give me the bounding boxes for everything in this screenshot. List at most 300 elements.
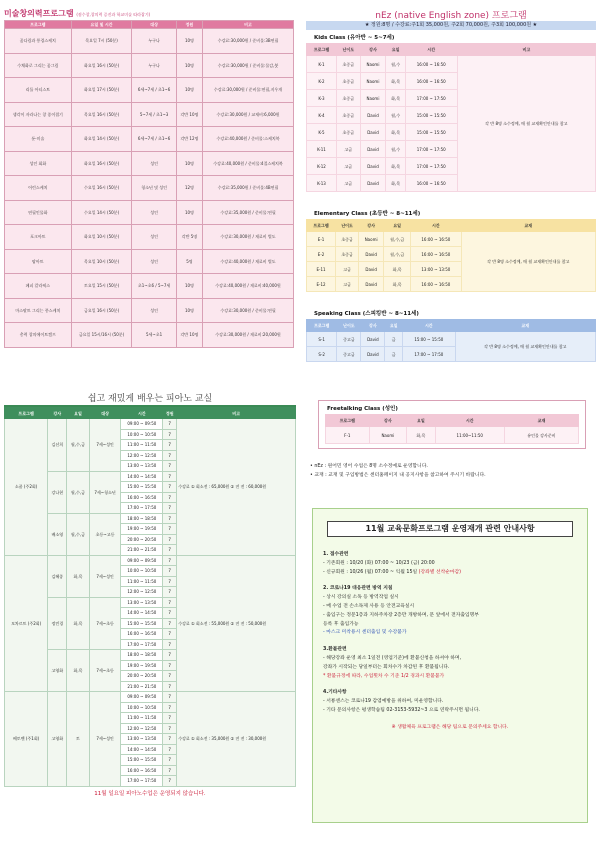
nez-section: [306, 8, 596, 30]
notice-s3: 3.환불관련: [323, 647, 347, 653]
note-textbook: • 교재 : 교재 및 구입방법은 센터홈페이지 내 공지사항을 참고하여 주시기 바랍니다.: [310, 473, 486, 478]
notice-title: 11월 교육문화프로그램 운영재개 관련 안내사항: [327, 521, 573, 537]
table-cell: 중고급: [337, 347, 361, 362]
table-cell: 6세~7세 / 초1~6: [132, 78, 176, 103]
table-row: [5, 53, 294, 78]
table-note: 각 반 8명 소수정예, 매 월 교재확인안내를 참고: [457, 56, 595, 192]
table-cell: 성인: [132, 151, 176, 176]
capacity-cell: 7: [163, 765, 177, 776]
table-cell: 17:00 ~ 17:50: [405, 141, 457, 158]
fee-note: 수강료 ① 회소전 : 65,000원 ② 전 전 : 60,000원: [177, 419, 296, 556]
capacity-cell: 7: [163, 671, 177, 682]
elementary-title: Elementary Class (초등반 ~ 8~11세): [314, 211, 421, 217]
table-cell: David: [360, 141, 386, 158]
column-header: 시간: [411, 220, 461, 232]
notice-s2d: 등록 후 출입가능: [323, 621, 359, 627]
table-cell: 금: [385, 332, 403, 347]
time-cell: 15:00 ~ 15:50: [121, 482, 163, 493]
table-cell: 고급: [336, 277, 359, 292]
notice-s4c: ※ 생활체육 프로그램은 해당 팀으로 문의주세요 합니다.: [391, 724, 509, 730]
table-cell: David: [361, 332, 385, 347]
table-cell: 토요일 15시 (50분): [71, 274, 132, 299]
notice-s2: 2. 코로나19 대응관련 방역 지침: [323, 586, 393, 592]
table-cell: 유인물 강사준비: [504, 427, 578, 444]
column-header: 요일: [386, 44, 405, 56]
column-header: 난이도: [336, 220, 359, 232]
table-row: [5, 419, 296, 430]
elementary-class: [306, 210, 596, 292]
table-cell: 화,목: [386, 158, 405, 175]
days-cell: 토: [67, 692, 89, 787]
table-cell: 누구나: [132, 29, 176, 54]
capacity-cell: 7: [163, 440, 177, 451]
table-note: 각 반 8명 소수정예, 매 월 교재확인안내를 참고: [455, 332, 595, 362]
table-row: [307, 332, 596, 347]
art-program-section: [4, 8, 294, 348]
column-header: 프로그램: [5, 408, 48, 419]
table-cell: F-1: [326, 427, 370, 444]
table-cell: 수강료:30,000원 / 준비물:연필: [203, 298, 294, 323]
notice-s4: 4.기타사항: [323, 690, 347, 696]
table-cell: 수요일 16시 (50분): [71, 176, 132, 201]
piano-section: [4, 392, 296, 797]
table-cell: 초1~초6 / 5~7세: [132, 274, 176, 299]
table-cell: 화,목: [386, 175, 405, 192]
column-header: 요일: [407, 415, 435, 427]
table-cell: 리틀 아티스트: [5, 78, 72, 103]
teacher-cell: 고영화: [48, 650, 67, 692]
time-cell: 16:00 ~ 16:50: [121, 492, 163, 503]
table-cell: 수강료:30,000원 / 준비물:물감,붓: [203, 53, 294, 78]
notice-s3b: 강좌가 시작되는 당일부터는 회차수가 차감된 후 환불됩니다.: [323, 664, 450, 670]
nez-price: ★ 정원:8명 / 수강료:주1회 35,000원, 주2회 70,000원, 주3회 100,000원 ★: [306, 21, 596, 30]
notice-s2b: - 매 수업 전 손소독제 사용 등 안전교육실시: [323, 603, 415, 609]
kids-title: Kids Class (유아반 ~ 5~7세): [314, 35, 395, 41]
table-cell: 17:00 ~ 17:50: [405, 158, 457, 175]
table-row: [5, 692, 296, 703]
table-cell: 각반 10명: [176, 102, 202, 127]
table-cell: 금: [385, 347, 403, 362]
program-cell: 베토벤 (주1회): [5, 692, 48, 787]
table-cell: David: [360, 175, 386, 192]
table-cell: Naomi: [360, 56, 386, 73]
capacity-cell: 7: [163, 587, 177, 598]
column-header: 프로그램: [5, 21, 72, 29]
table-cell: 초중급: [336, 73, 360, 90]
table-cell: David: [361, 347, 385, 362]
column-header: 비고: [203, 21, 294, 29]
table-cell: K-11: [307, 141, 337, 158]
table-cell: E-1: [307, 232, 336, 247]
table-cell: David: [359, 262, 384, 277]
table-cell: 화,목: [386, 124, 405, 141]
table-cell: 월,수,금: [384, 232, 411, 247]
capacity-cell: 7: [163, 713, 177, 724]
table-row: [5, 225, 294, 250]
table-cell: 성인: [132, 249, 176, 274]
capacity-cell: 7: [163, 639, 177, 650]
table-cell: 각반 5명: [176, 225, 202, 250]
capacity-cell: 7: [163, 692, 177, 703]
time-cell: 11:00 ~ 11:50: [121, 713, 163, 724]
table-cell: 수강료:30,000원 / 재료비 별도: [203, 225, 294, 250]
table-row: [5, 127, 294, 152]
capacity-cell: 7: [163, 461, 177, 472]
table-cell: 성인: [132, 225, 176, 250]
table-cell: S-2: [307, 347, 337, 362]
table-row: [5, 200, 294, 225]
table-cell: 고급: [336, 141, 360, 158]
art-table: [4, 20, 294, 348]
table-cell: 고급: [336, 158, 360, 175]
table-row: [5, 323, 294, 348]
days-cell: 화,목: [67, 650, 89, 692]
notice-box: [312, 508, 588, 823]
table-cell: 성인: [132, 298, 176, 323]
table-cell: 꿈다림과 풍경스케치: [5, 29, 72, 54]
table-cell: 수강료:40,000원 / 재료비 별도: [203, 249, 294, 274]
column-header: 난이도: [337, 320, 361, 332]
target-cell: 7세~초등: [89, 597, 121, 650]
column-header: 강사: [360, 44, 386, 56]
time-cell: 09:00 ~ 09:50: [121, 555, 163, 566]
time-cell: 10:00 ~ 10:50: [121, 702, 163, 713]
table-cell: 화요일 14시 (50분): [71, 127, 132, 152]
time-cell: 15:00 ~ 15:50: [121, 618, 163, 629]
table-row: [307, 232, 596, 247]
table-cell: David: [360, 107, 386, 124]
table-row: [5, 29, 294, 54]
time-cell: 12:00 ~ 12:50: [121, 723, 163, 734]
capacity-cell: 7: [163, 597, 177, 608]
nez-notes: [310, 462, 595, 480]
notice-s1: 1. 접수관련: [323, 552, 349, 557]
column-header: 프로그램: [307, 220, 336, 232]
table-cell: 5세~초1: [132, 323, 176, 348]
table-cell: 10명: [176, 274, 202, 299]
table-cell: 마스팔트 그리는 풍스케치: [5, 298, 72, 323]
column-header: 강사: [359, 220, 384, 232]
time-cell: 17:00 ~ 17:50: [121, 503, 163, 514]
column-header: 비고: [177, 408, 296, 419]
column-header: 강사: [369, 415, 407, 427]
capacity-cell: 7: [163, 429, 177, 440]
table-cell: 생각이 자라나는 창 종이접기: [5, 102, 72, 127]
column-header: 교재: [504, 415, 578, 427]
table-cell: David: [360, 124, 386, 141]
table-cell: 각반 12명: [176, 127, 202, 152]
table-cell: David: [360, 158, 386, 175]
table-cell: Naomi: [369, 427, 407, 444]
freetalking-box: [318, 400, 586, 449]
table-cell: K-13: [307, 175, 337, 192]
table-cell: 수강료:35,000원 / 준비물:연필: [203, 200, 294, 225]
target-cell: 초등~고등: [89, 513, 121, 555]
table-cell: 초중급: [336, 247, 359, 262]
table-cell: K-5: [307, 124, 337, 141]
column-header: 요일 및 시간: [71, 21, 132, 29]
time-cell: 20:00 ~ 20:50: [121, 671, 163, 682]
notice-s3c: * 환불규정에 따라, 수업횟차 수 기준 1/2 경과시 환불불가: [323, 673, 445, 679]
table-cell: 초중급: [336, 107, 360, 124]
capacity-cell: 7: [163, 618, 177, 629]
table-cell: 화요일 17시 (50분): [71, 78, 132, 103]
fee-note: 수강료 ① 회소전 : 55,000원 ② 전 전 : 50,000원: [177, 555, 296, 692]
table-row: [5, 274, 294, 299]
table-cell: 연필인물화: [5, 200, 72, 225]
column-header: 프로그램: [326, 415, 370, 427]
table-cell: 16:00 ~ 16:50: [411, 277, 461, 292]
table-cell: 10명: [176, 151, 202, 176]
column-header: 대상: [132, 21, 176, 29]
time-cell: 13:00 ~ 13:50: [121, 734, 163, 745]
time-cell: 18:00 ~ 18:50: [121, 513, 163, 524]
time-cell: 12:00 ~ 12:50: [121, 450, 163, 461]
notice-s1b: - 신규회원 : 10/26 (월) 07:00 ~ 익월 15일 (강좌별 선착순마감): [323, 569, 462, 575]
speaking-title: Speaking Class (스피킹반 ~ 8~11세): [314, 311, 419, 317]
teacher-cell: 정민경: [48, 597, 67, 650]
capacity-cell: 7: [163, 482, 177, 493]
table-row: [307, 56, 596, 73]
teacher-cell: 김혜종: [48, 555, 67, 597]
time-cell: 11:00 ~ 11:50: [121, 440, 163, 451]
table-cell: 포크아트: [5, 225, 72, 250]
time-cell: 20:00 ~ 20:50: [121, 534, 163, 545]
table-row: [5, 78, 294, 103]
piano-footer: 11월 일요일 피아노수업은 운영되지 않습니다.: [94, 790, 206, 797]
capacity-cell: 7: [163, 702, 177, 713]
table-row: [326, 427, 579, 444]
table-cell: E-12: [307, 277, 336, 292]
table-cell: 5명: [176, 249, 202, 274]
capacity-cell: 7: [163, 776, 177, 787]
table-cell: 17:00 ~ 17:50: [405, 90, 457, 107]
table-cell: 16:00 ~ 16:50: [405, 175, 457, 192]
piano-title: 쉽고 재밌게 배우는 피아노 교실: [4, 392, 296, 407]
table-cell: 목요일 10시 (50분): [71, 249, 132, 274]
time-cell: 18:00 ~ 18:50: [121, 650, 163, 661]
table-cell: 수요일 14시 (50분): [71, 200, 132, 225]
teacher-cell: 강나현: [48, 471, 67, 513]
capacity-cell: 7: [163, 576, 177, 587]
table-cell: 6세~7세 / 초1~6: [132, 127, 176, 152]
table-cell: 15:00 ~ 15:50: [405, 107, 457, 124]
time-cell: 17:00 ~ 17:50: [121, 639, 163, 650]
table-cell: Naomi: [359, 232, 384, 247]
days-cell: 월,수,금: [67, 419, 89, 472]
table-cell: 16:00 ~ 16:50: [405, 56, 457, 73]
column-header: 난이도: [336, 44, 360, 56]
art-title: 미술창의력프로그램 (점수창,창의력 증진과 학교미술 따라잡기): [4, 9, 151, 18]
time-cell: 17:00 ~ 17:50: [121, 776, 163, 787]
table-cell: 수강료:35,000원 / 준비물:4B연필: [203, 176, 294, 201]
table-cell: 5~7세 / 초1~3: [132, 102, 176, 127]
table-cell: 15:00 ~ 15:50: [405, 124, 457, 141]
table-cell: 성인 회화: [5, 151, 72, 176]
time-cell: 12:00 ~ 12:50: [121, 587, 163, 598]
table-cell: 각반 10명: [176, 323, 202, 348]
time-cell: 21:00 ~ 21:50: [121, 545, 163, 556]
table-cell: 수강료:40,000원 / 준비물:4절스케치북: [203, 151, 294, 176]
program-cell: 모차르트 (주2회): [5, 555, 48, 692]
teacher-cell: 고영화: [48, 692, 67, 787]
column-header: 강사: [48, 408, 67, 419]
table-cell: 성인: [132, 200, 176, 225]
column-header: 시간: [435, 415, 504, 427]
capacity-cell: 7: [163, 545, 177, 556]
table-cell: 월,수: [386, 141, 405, 158]
time-cell: 16:00 ~ 16:50: [121, 629, 163, 640]
column-header: 정원: [176, 21, 202, 29]
table-cell: Naomi: [360, 90, 386, 107]
table-cell: 화요일 16시 (50분): [71, 53, 132, 78]
freetalking-title: Freetalking Class (성인): [327, 406, 398, 412]
table-cell: 10명: [176, 200, 202, 225]
time-cell: 10:00 ~ 10:50: [121, 429, 163, 440]
column-header: 시간: [403, 320, 456, 332]
capacity-cell: 7: [163, 503, 177, 514]
table-cell: 월,수,금: [384, 247, 411, 262]
table-cell: 17:00 ~ 17:50: [403, 347, 456, 362]
table-cell: 고급: [336, 262, 359, 277]
speaking-class: [306, 310, 596, 362]
table-row: [5, 249, 294, 274]
capacity-cell: 7: [163, 566, 177, 577]
table-cell: 화요일 10시 (50분): [71, 225, 132, 250]
time-cell: 14:00 ~ 14:50: [121, 608, 163, 619]
table-cell: 16:00 ~ 16:50: [405, 73, 457, 90]
table-row: [5, 102, 294, 127]
target-cell: 7세~성인: [89, 692, 121, 787]
column-header: 요일: [67, 408, 89, 419]
table-cell: 고급: [336, 175, 360, 192]
table-cell: 누구나: [132, 53, 176, 78]
column-header: 프로그램: [307, 320, 337, 332]
days-cell: 화,목: [67, 555, 89, 597]
table-cell: 화요일 16시 (50분): [71, 151, 132, 176]
capacity-cell: 7: [163, 471, 177, 482]
table-cell: 화,목: [384, 262, 411, 277]
time-cell: 13:00 ~ 13:50: [121, 461, 163, 472]
capacity-cell: 7: [163, 650, 177, 661]
capacity-cell: 7: [163, 744, 177, 755]
table-row: [5, 176, 294, 201]
table-cell: 월,수: [386, 56, 405, 73]
capacity-cell: 7: [163, 513, 177, 524]
time-cell: 10:00 ~ 10:50: [121, 566, 163, 577]
capacity-cell: 7: [163, 534, 177, 545]
column-header: 요일: [384, 220, 411, 232]
table-cell: 16:00 ~ 16:50: [411, 247, 461, 262]
time-cell: 09:00 ~ 09:50: [121, 692, 163, 703]
notice-s1a: - 기존회원 : 10/20 (화) 07:00 ~ 10/23 (금) 20:00: [323, 560, 435, 566]
table-cell: 수강료:30,000원 / 재료비:20,000원: [203, 323, 294, 348]
column-header: 강사: [361, 320, 385, 332]
table-cell: 수강료:30,000원 / 준비물:연필,지우개: [203, 78, 294, 103]
table-cell: 월,수: [386, 107, 405, 124]
table-cell: 10명: [176, 53, 202, 78]
fee-note: 수강료 ① 회소전 : 35,000원 ② 전 전 : 30,000원: [177, 692, 296, 787]
kids-class: [306, 34, 596, 192]
table-cell: E-2: [307, 247, 336, 262]
time-cell: 19:00 ~ 19:50: [121, 660, 163, 671]
table-cell: K-2: [307, 73, 337, 90]
table-cell: 초중급: [336, 232, 359, 247]
table-cell: 청소년 및 성인: [132, 176, 176, 201]
time-cell: 14:00 ~ 14:50: [121, 744, 163, 755]
notice-s3a: - 해당강좌 운영 최소 1일전 (영업기준)에 환불신청을 하셔야 하며,: [323, 655, 462, 661]
table-cell: 수채화로 그리는 꿈그림: [5, 53, 72, 78]
table-cell: S-1: [307, 332, 337, 347]
time-cell: 15:00 ~ 15:50: [121, 755, 163, 766]
time-cell: 09:00 ~ 09:50: [121, 419, 163, 430]
table-cell: 13:00 ~ 13:50: [411, 262, 461, 277]
time-cell: 11:00 ~ 11:50: [121, 576, 163, 587]
teacher-cell: 배소영: [48, 513, 67, 555]
table-note: 각 반 8명 소수정예, 매 월 교재확인안내를 참고: [461, 232, 595, 292]
target-cell: 7세~초등: [89, 650, 121, 692]
column-header: 시간: [121, 408, 163, 419]
capacity-cell: 7: [163, 555, 177, 566]
table-cell: 11:00~11:50: [435, 427, 504, 444]
capacity-cell: 7: [163, 755, 177, 766]
column-header: 교재: [461, 220, 595, 232]
teacher-cell: 김선희: [48, 419, 67, 472]
column-header: 프로그램: [307, 44, 337, 56]
column-header: 시간: [405, 44, 457, 56]
capacity-cell: 7: [163, 734, 177, 745]
time-cell: 14:00 ~ 14:50: [121, 471, 163, 482]
table-row: [5, 151, 294, 176]
note-nez: • nEz : 원어민 영어 수업은 8명 소수정예로 운영합니다.: [310, 464, 428, 469]
table-cell: 목요일 7시 (50분): [71, 29, 132, 54]
table-cell: 초중급: [336, 56, 360, 73]
time-cell: 16:00 ~ 16:50: [121, 765, 163, 776]
table-cell: 수강료:40,000원 / 준비물:스케치북: [203, 127, 294, 152]
table-cell: K-12: [307, 158, 337, 175]
capacity-cell: 7: [163, 608, 177, 619]
table-cell: David: [359, 247, 384, 262]
table-cell: 화,목: [386, 73, 405, 90]
table-cell: 중고급: [337, 332, 361, 347]
days-cell: 화,목: [67, 597, 89, 650]
column-header: 비고: [457, 44, 595, 56]
notice-s2e: - 마스크 미착용시 센터출입 및 수강불가: [323, 630, 407, 636]
target-cell: 7세~성인: [89, 555, 121, 597]
table-cell: 초중급: [336, 124, 360, 141]
target-cell: 7세~성인: [89, 419, 121, 472]
table-cell: Naomi: [360, 73, 386, 90]
column-header: 교재: [455, 320, 595, 332]
capacity-cell: 7: [163, 419, 177, 430]
capacity-cell: 7: [163, 660, 177, 671]
time-cell: 21:00 ~ 21:50: [121, 681, 163, 692]
capacity-cell: 7: [163, 681, 177, 692]
notice-s2c: - 출입구는 정문1층과 지하주차장 2층만 개방하며, 문 앞에서 전자출입명부: [323, 612, 479, 618]
table-cell: 16:00 ~ 16:50: [411, 232, 461, 247]
table-cell: 팝아트: [5, 249, 72, 274]
column-header: 요일: [385, 320, 403, 332]
table-cell: 수강료:30,000원 / 준비물:3B연필: [203, 29, 294, 54]
table-cell: 12명: [176, 176, 202, 201]
notice-s4b: - 기타 문의사항은 평생학습팀 02-3153-5932~3 으로 연락주시면 됩니다.: [323, 707, 480, 713]
piano-table: [4, 407, 296, 787]
capacity-cell: 7: [163, 492, 177, 503]
capacity-cell: 7: [163, 450, 177, 461]
table-cell: 초중급: [336, 90, 360, 107]
days-cell: 월,수,금: [67, 471, 89, 513]
table-cell: 화,목: [384, 277, 411, 292]
